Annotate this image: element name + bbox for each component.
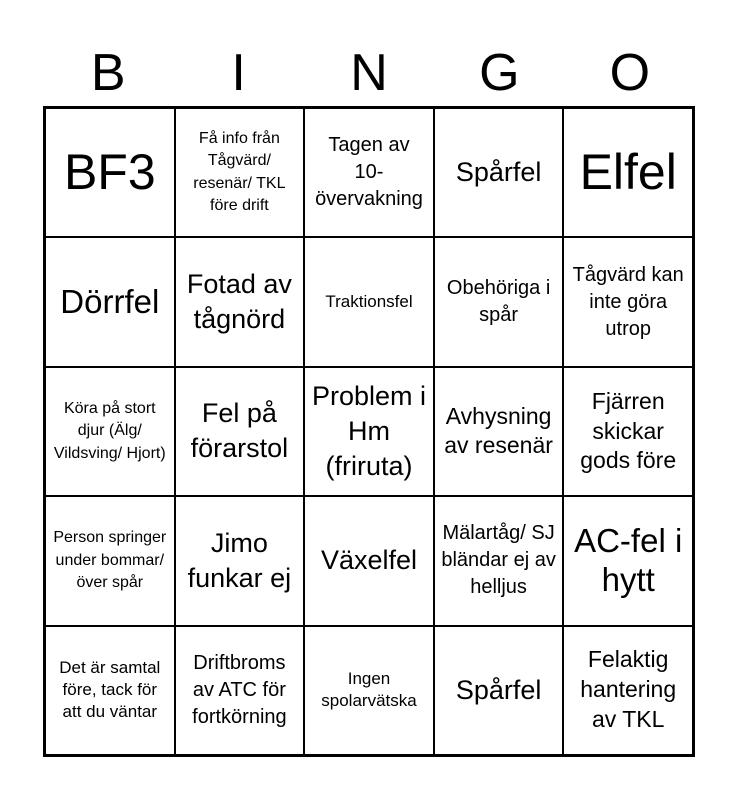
bingo-cell-r2c5[interactable]: Tågvärd kan inte göra utrop [563,237,693,366]
bingo-cell-r4c1[interactable]: Person springer under bommar/ över spår [45,496,175,625]
bingo-cell-r2c3[interactable]: Traktionsfel [304,237,434,366]
header-letter-b: B [90,44,126,102]
bingo-cell-r1c2[interactable]: Få info från Tågvärd/ resenär/ TKL före drift [175,108,305,237]
bingo-cell-r1c1[interactable]: BF3 [45,108,175,237]
bingo-cell-r4c2[interactable]: Jimo funkar ej [175,496,305,625]
header-letter-o: O [609,44,651,102]
bingo-cell-r3c1[interactable]: Köra på stort djur (Älg/ Vildsving/ Hjort) [45,367,175,496]
bingo-board [43,106,695,757]
bingo-cell-r5c5[interactable]: Felaktig hantering av TKL [563,626,693,755]
bingo-cell-r5c4[interactable]: Spårfel [434,626,564,755]
bingo-cell-r4c3[interactable]: Växelfel [304,496,434,625]
bingo-cell-r2c1[interactable]: Dörrfel [45,237,175,366]
bingo-cell-r1c4[interactable]: Spårfel [434,108,564,237]
bingo-cell-r1c5[interactable]: Elfel [563,108,693,237]
bingo-cell-r3c4[interactable]: Avhysning av resenär [434,367,564,496]
bingo-cell-r3c2[interactable]: Fel på förarstol [175,367,305,496]
bingo-cell-r5c2[interactable]: Driftbroms av ATC för fortkörning [175,626,305,755]
bingo-header [43,42,695,104]
bingo-cell-r4c4[interactable]: Mälartåg/ SJ bländar ej av helljus [434,496,564,625]
bingo-cell-r1c3[interactable]: Tagen av 10-övervakning [304,108,434,237]
bingo-cell-r5c3[interactable]: Ingen spolarvätska [304,626,434,755]
header-letter-i: I [231,44,246,102]
bingo-cell-r4c5[interactable]: AC-fel i hytt [563,496,693,625]
bingo-cell-r3c3[interactable]: Problem i Hm (friruta) [304,367,434,496]
header-letter-n: N [350,44,388,102]
bingo-cell-r5c1[interactable]: Det är samtal före, tack för att du väntar [45,626,175,755]
bingo-cell-r2c4[interactable]: Obehöriga i spår [434,237,564,366]
header-letter-g: G [479,44,520,102]
bingo-cell-r2c2[interactable]: Fotad av tågnörd [175,237,305,366]
bingo-cell-r3c5[interactable]: Fjärren skickar gods före [563,367,693,496]
